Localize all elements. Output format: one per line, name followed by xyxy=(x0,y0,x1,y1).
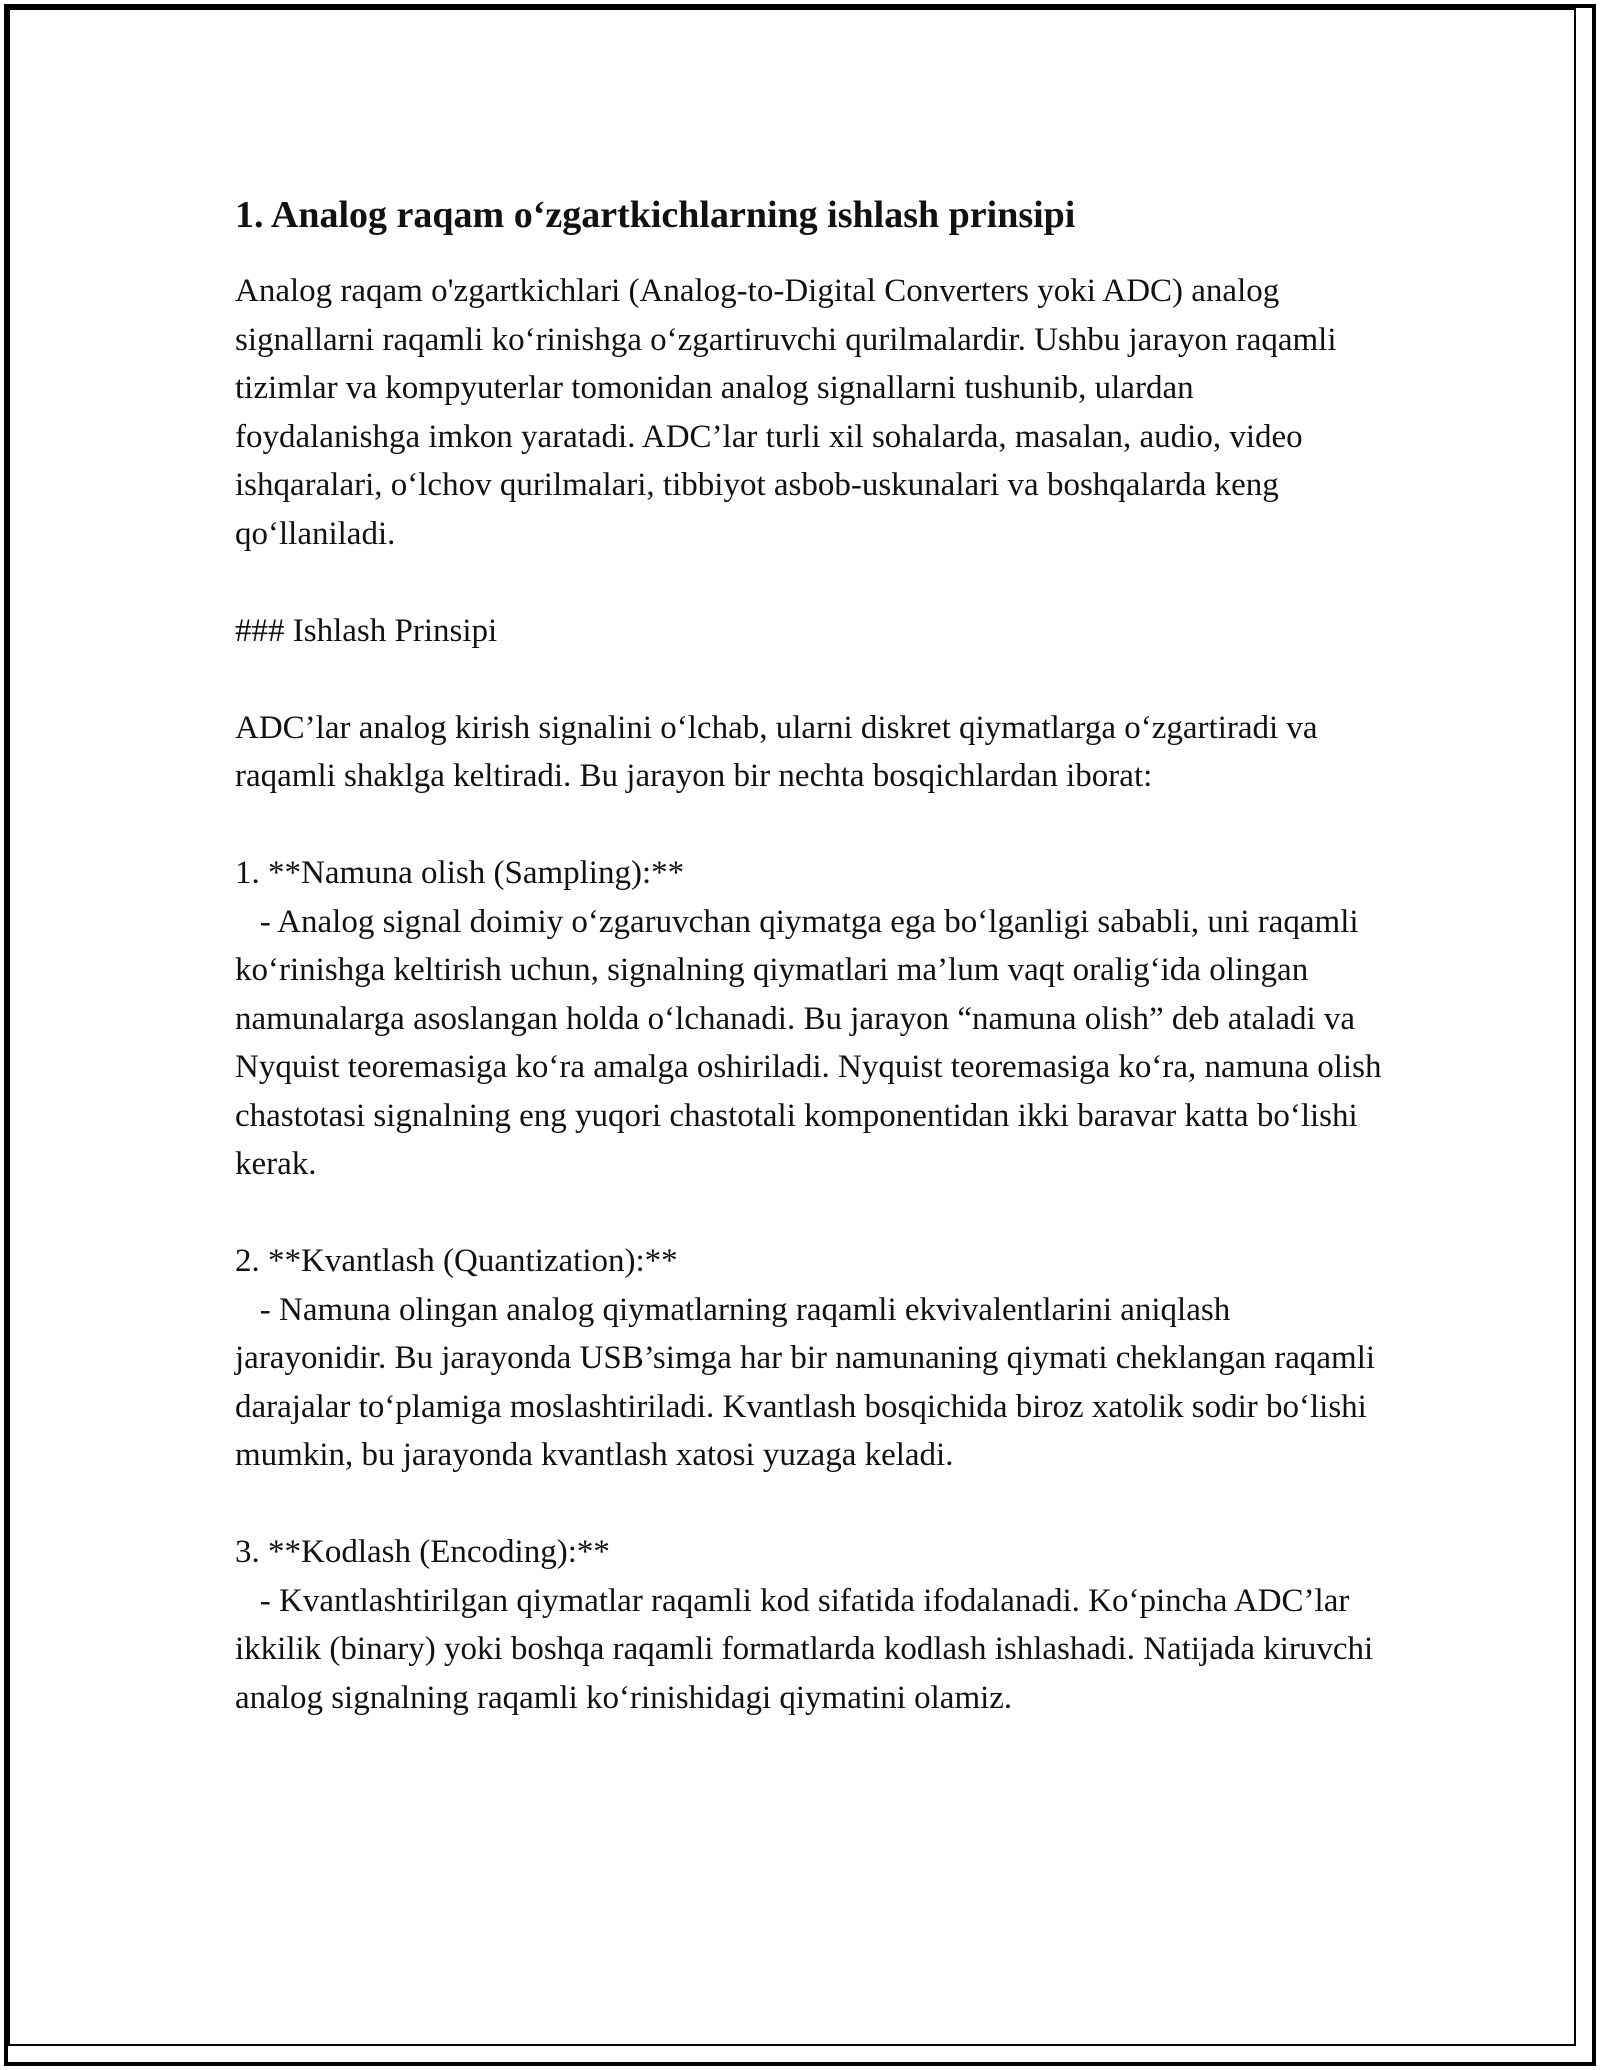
step-text xyxy=(235,1577,1385,1723)
document-title: 1. Analog raqam o‘zgartkichlarning ishlash prinsipi xyxy=(235,194,1076,236)
step-text-content: - Kvantlashtirilgan qiymatlar raqamli kod sifatida ifodalanadi. Ko‘pincha ADC’lar ikkilik (binary) yoki boshqa raqamli formatlarda kodlash ishlashadi. Natijada kiruvchi analog signalning raqamli ko‘rinishidagi qiymatini olamiz. xyxy=(235,1582,1374,1716)
spacer xyxy=(235,558,1385,607)
step-text xyxy=(235,898,1385,1189)
step-heading: 1. **Namuna olish (Sampling):** xyxy=(235,855,685,891)
step-sampling xyxy=(235,849,1385,1189)
spacer xyxy=(235,655,1385,704)
section-heading: ### Ishlash Prinsipi xyxy=(235,612,498,649)
step-encoding xyxy=(235,1528,1385,1722)
step-heading: 3. **Kodlash (Encoding):** xyxy=(235,1534,610,1570)
step-quantization xyxy=(235,1237,1385,1480)
section-intro-paragraph: ADC’lar analog kirish signalini o‘lchab, ularni diskret qiymatlarga o‘zgartiradi va raqamli shaklga keltiradi. Bu jarayon bir nechta bosqichlardan iborat: xyxy=(235,709,1318,794)
step-heading: 2. **Kvantlash (Quantization):** xyxy=(235,1243,678,1279)
document-body xyxy=(235,185,1385,1722)
spacer xyxy=(235,801,1385,850)
step-text xyxy=(235,1286,1385,1480)
spacer xyxy=(235,1480,1385,1529)
spacer xyxy=(235,1189,1385,1238)
intro-paragraph: Analog raqam o'zgartkichlari (Analog-to-Digital Converters yoki ADC) analog signallarni raqamli ko‘rinishga o‘zgartiruvchi qurilmalardir. Ushbu jarayon raqamli tizimlar va kompyuterlar tomonidan analog signallarni tushunib, ulardan foydalanishga imkon yaratadi. ADC’lar turli xil sohalarda, masalan, audio, video ishqaralari, o‘lchov qurilmalari, tibbiyot asbob-uskunalari va boshqalarda keng qo‘llaniladi. xyxy=(235,273,1337,552)
step-text-content: - Namuna olingan analog qiymatlarning raqamli ekvivalentlarini aniqlash jarayonidir. Bu jarayonda USB’simga har bir namunaning qiymati cheklangan raqamli darajalar to‘plamiga moslashtiriladi. Kvantlash bosqichida biroz xatolik sodir bo‘lishi mumkin, bu jarayonda kvantlash xatosi yuzaga keladi. xyxy=(235,1291,1376,1473)
step-text-content: - Analog signal doimiy o‘zgaruvchan qiymatga ega bo‘lganligi sababli, uni raqamli ko‘rinishga keltirish uchun, signalning qiymatlari ma’lum vaqt oralig‘ida olingan namunalarga asoslangan holda o‘lchanadi. Bu jarayon “namuna olish” deb ataladi va Nyquist teoremasiga ko‘ra amalga oshiriladi. Nyquist teoremasiga ko‘ra, namuna olish chastotasi signalning eng yuqori chastotali komponentidan ikki baravar katta bo‘lishi kerak. xyxy=(235,903,1382,1182)
